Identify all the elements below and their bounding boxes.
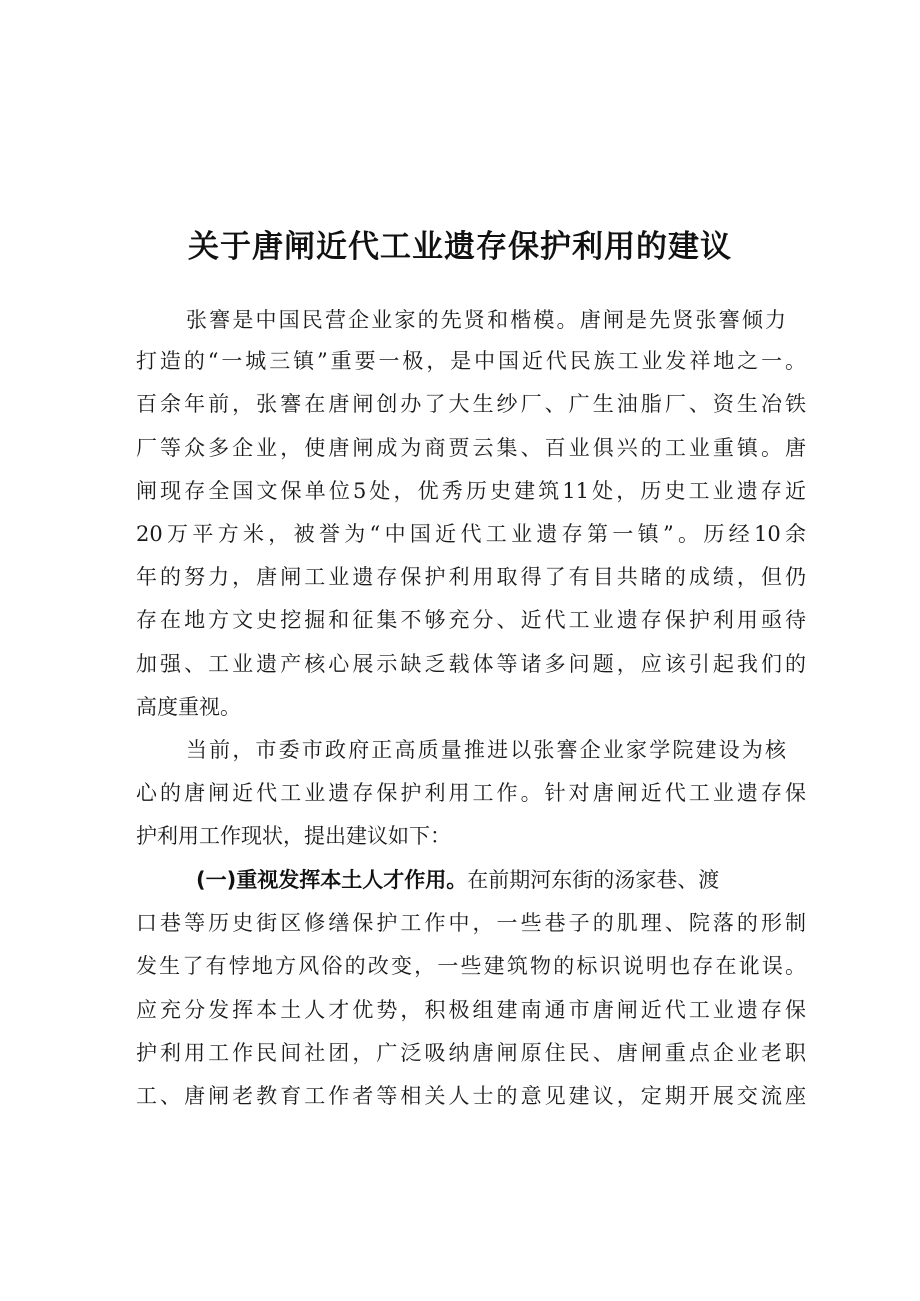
paragraph1-line: 打造的“一城三镇”重要一极，是中国近代民族工业发祥地之一。 — [136, 349, 806, 373]
paragraph1-line: 百余年前，张謇在唐闸创办了大生纱厂、广生油脂厂、资生冶铁 — [136, 392, 806, 416]
section1-first-line-rest: 在前期河东街的汤家巷、渡 — [467, 868, 720, 892]
document-title: 关于唐闸近代工业遗存保护利用的建议 — [188, 229, 732, 265]
paragraph1-line: 存在地方文史挖掘和征集不够充分、近代工业遗存保护利用亟待 — [136, 608, 806, 632]
section1-line: 口巷等历史街区修缮保护工作中，一些巷子的肌理、院落的形制 — [136, 911, 806, 935]
paragraph1-line: 闸现存全国文保单位5处，优秀历史建筑11处，历史工业遗存近 — [136, 479, 806, 503]
paragraph2-line: 护利用工作现状，提出建议如下： — [136, 824, 451, 848]
section1-line: 护利用工作民间社团，广泛吸纳唐闸原住民、唐闸重点企业老职 — [136, 1041, 806, 1065]
paragraph1-line: 高度重视。 — [136, 695, 241, 719]
paragraph1-line: 厂等众多企业，使唐闸成为商贾云集、百业俱兴的工业重镇。唐 — [136, 436, 806, 460]
paragraph2-line: 当前，市委市政府正高质量推进以张謇企业家学院建设为核 — [186, 738, 786, 762]
section1-first-line — [196, 861, 786, 899]
paragraph1-line: 年的努力，唐闸工业遗存保护利用取得了有目共睹的成绩，但仍 — [136, 565, 806, 589]
section1-line: 应充分发挥本土人才优势，积极组建南通市唐闸近代工业遗存保 — [136, 998, 806, 1022]
paragraph1-line: 张謇是中国民营企业家的先贤和楷模。唐闸是先贤张謇倾力 — [186, 308, 786, 332]
paragraph1-line: 加强、工业遗产核心展示缺乏载体等诸多问题，应该引起我们的 — [136, 652, 806, 676]
paragraph2-line: 心的唐闸近代工业遗存保护利用工作。针对唐闸近代工业遗存保 — [136, 781, 806, 805]
paragraph1-line: 20万平方米，被誉为“中国近代工业遗存第一镇”。历经10余 — [136, 522, 806, 546]
section1-line: 发生了有悖地方风俗的改变，一些建筑物的标识说明也存在讹误。 — [136, 954, 806, 978]
section1-line: 工、唐闸老教育工作者等相关人士的意见建议，定期开展交流座 — [136, 1084, 806, 1108]
section1-heading: (一)重视发挥本土人才作用。 — [196, 868, 468, 892]
